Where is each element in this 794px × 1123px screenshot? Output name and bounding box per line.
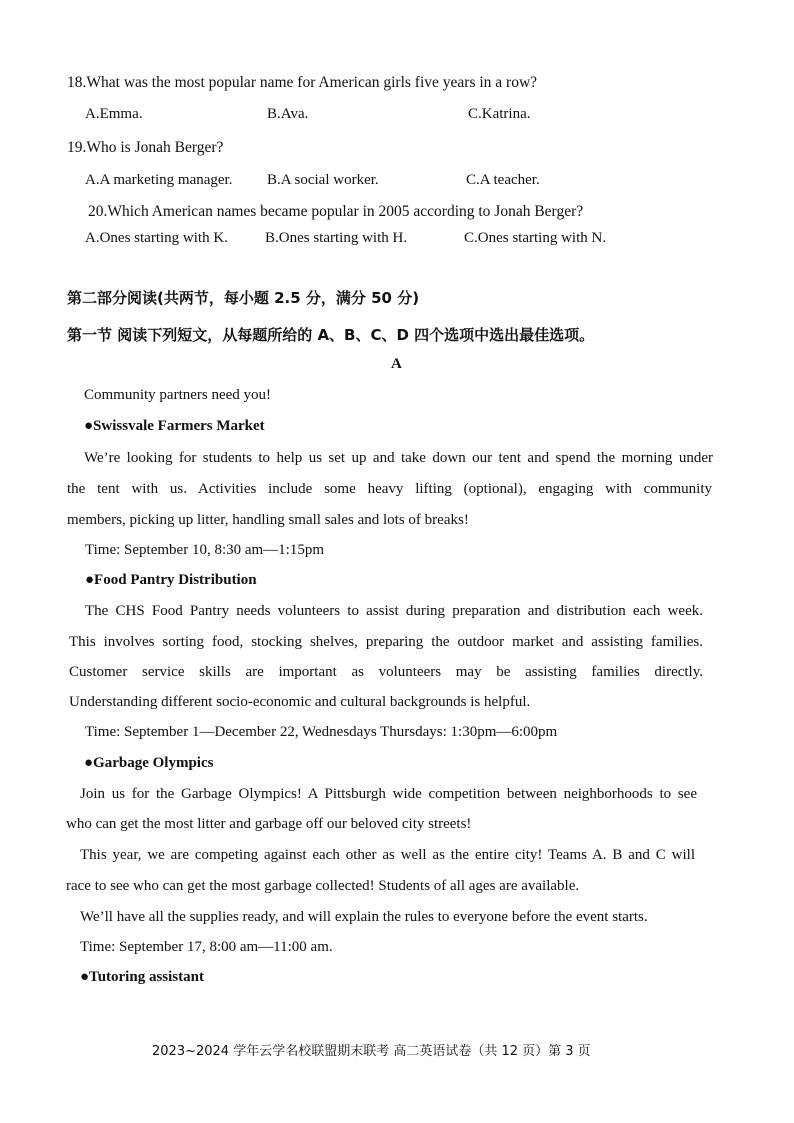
q18-option-b: B.Ava. (267, 106, 309, 122)
q18-option-a: A.Emma. (85, 106, 143, 122)
question-20: 20.Which American names became popular in 2005 according to Jonah Berger? (88, 203, 584, 220)
section-title: 第一节 阅读下列短文，从每题所给的 A、B、C、D 四个选项中选出最佳选项。 (67, 326, 595, 344)
q19-option-a: A.A marketing manager. (85, 172, 233, 188)
q18-option-c: C.Katrina. (468, 106, 531, 122)
farmers-market-line-3: members, picking up litter, handling small sales and lots of breaks! (67, 512, 469, 528)
q20-option-c: C.Ones starting with N. (464, 230, 607, 246)
item-heading-garbage-olympics: ●Garbage Olympics (84, 755, 214, 771)
farmers-market-line-2: the tent with us. Activities include some heavy lifting (optional), engaging with community (67, 481, 712, 497)
farmers-market-line-1: We’re looking for students to help us set up and take down our tent and spend the morning under (84, 450, 713, 466)
garbage-olympics-line-1: Join us for the Garbage Olympics! A Pittsburgh wide competition between neighborhoods to see (80, 786, 697, 802)
passage-intro: Community partners need you! (84, 387, 272, 403)
food-pantry-line-2: This involves sorting food, stocking shelves, preparing the outdoor market and assisting families. (69, 634, 703, 650)
food-pantry-line-3: Customer service skills are important as volunteers may be assisting families directly. (69, 664, 703, 680)
q20-option-b: B.Ones starting with H. (265, 230, 408, 246)
food-pantry-line-4: Understanding different socio-economic and cultural backgrounds is helpful. (69, 694, 531, 710)
garbage-olympics-line-5: We’ll have all the supplies ready, and will explain the rules to everyone before the event starts. (80, 909, 648, 925)
item-heading-tutoring-assistant: ●Tutoring assistant (80, 969, 204, 985)
q20-option-a: A.Ones starting with K. (85, 230, 228, 246)
garbage-olympics-line-4: race to see who can get the most garbage collected! Students of all ages are available. (66, 878, 580, 894)
q19-option-c: C.A teacher. (466, 172, 540, 188)
page-footer: 2023~2024 学年云学名校联盟期末联考 高二英语试卷（共 12 页）第 3 页 (152, 1044, 591, 1059)
part-title: 第二部分阅读(共两节，每小题 2.5 分，满分 50 分) (67, 289, 420, 307)
garbage-olympics-line-2: who can get the most litter and garbage off our beloved city streets! (66, 816, 472, 832)
food-pantry-time: Time: September 1—December 22, Wednesdays Thursdays: 1:30pm—6:00pm (85, 724, 558, 740)
question-19: 19.Who is Jonah Berger? (67, 139, 224, 156)
food-pantry-line-1: The CHS Food Pantry needs volunteers to assist during preparation and distribution each week. (85, 603, 703, 619)
item-heading-farmers-market: ●Swissvale Farmers Market (84, 418, 265, 434)
garbage-olympics-time: Time: September 17, 8:00 am—11:00 am. (80, 939, 333, 955)
q19-option-b: B.A social worker. (267, 172, 379, 188)
item-heading-food-pantry: ●Food Pantry Distribution (85, 572, 257, 588)
farmers-market-time: Time: September 10, 8:30 am—1:15pm (85, 542, 325, 558)
garbage-olympics-line-3: This year, we are competing against each other as well as the entire city! Teams A. B and C will (80, 847, 695, 863)
question-18: 18.What was the most popular name for American girls five years in a row? (67, 74, 538, 91)
passage-label: A (391, 356, 402, 372)
